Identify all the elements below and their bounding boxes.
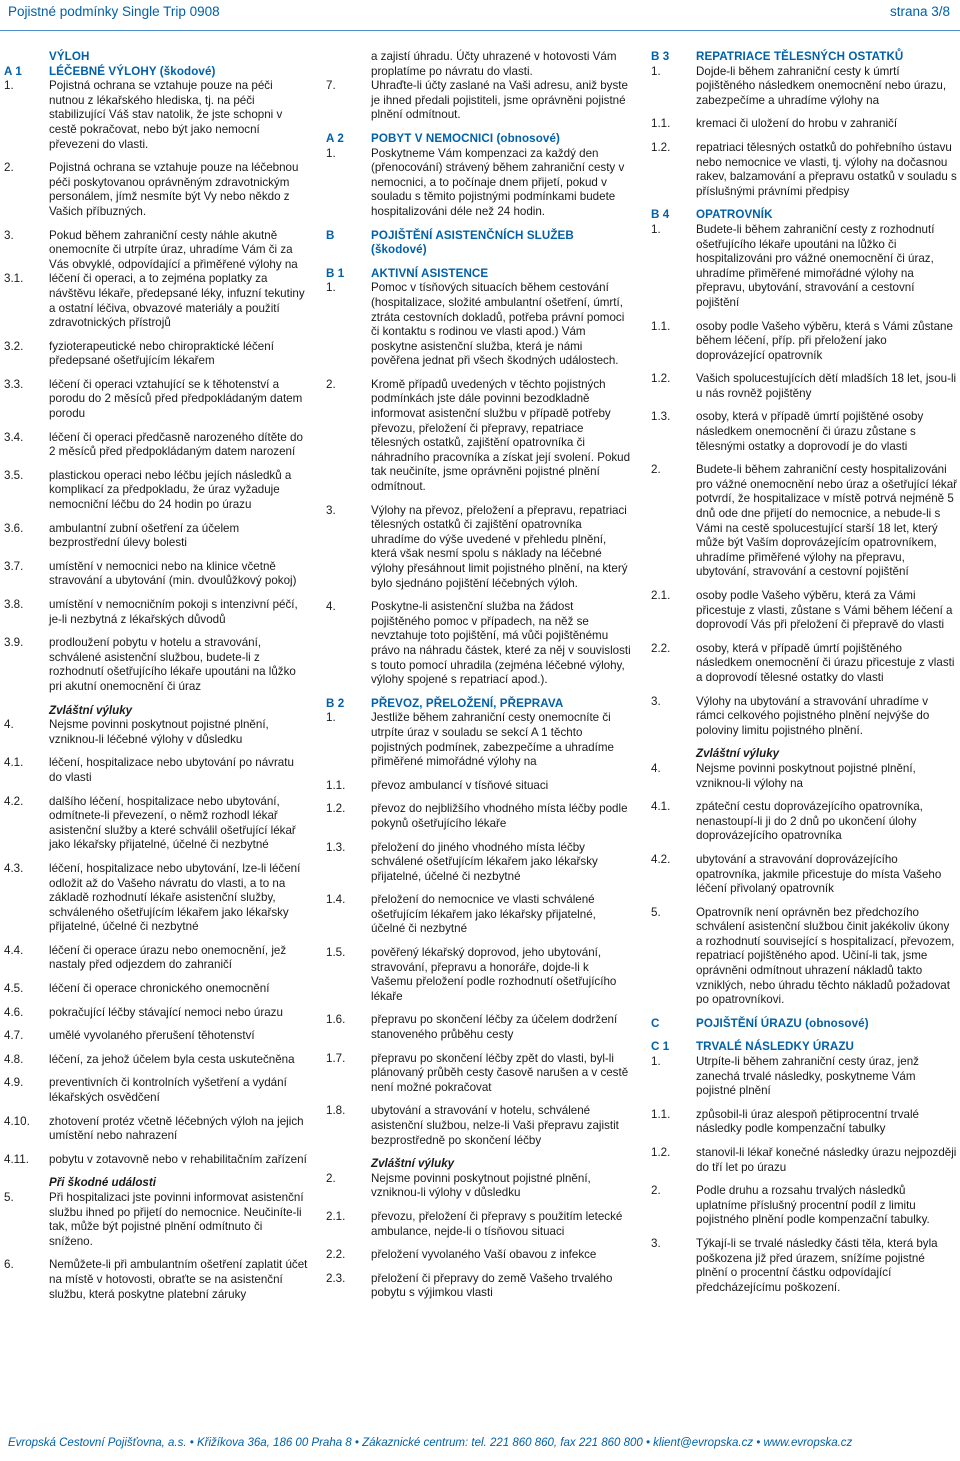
clause-number: 2. bbox=[651, 463, 661, 477]
clause-number: 2.3. bbox=[326, 1271, 346, 1285]
clause-text: prodloužení pobytu v hotelu a stravování, schválené asistenční službou, budete-li z rozhodnutí ošetřujícího lékaře upoutáni na lůžko pri akutní onemocnění či úraz bbox=[49, 636, 296, 693]
clause-number: 5. bbox=[651, 905, 661, 919]
clause bbox=[4, 560, 308, 589]
clause-text: léčení, hospitalizace nebo ubytování, lze-li léčení odložit až do Vašeho návratu do vlasti, a to na základě rozhodnutí lékaře asistenční služby, schváleného ošetřujícím lékařem jako lékařsky přijatelné, účelné či nezbytné bbox=[49, 861, 301, 934]
clause-number: 4.4. bbox=[4, 943, 24, 957]
clause bbox=[651, 1237, 957, 1295]
clause-text: OPATROVNÍK bbox=[696, 208, 773, 222]
clause bbox=[4, 636, 308, 694]
clause bbox=[326, 600, 632, 688]
clause-number: 3. bbox=[326, 503, 336, 517]
clause-number: 6. bbox=[4, 1258, 14, 1272]
clause bbox=[326, 50, 632, 79]
clause-text: Kromě případů uvedených v těchto pojistných podmínkách jste dále povinni bezodkladně informovat asistenční službu v případě potřeby převozu, přeložení či přepravy, repatriace tělesných ostatků, zajištění opatrovníka či náhradního pracovníka a získat její svolení. Pokud tak neučiníte, jsme oprávněni pojistné plnění odmítnout. bbox=[371, 377, 631, 494]
clause bbox=[651, 223, 957, 311]
clause-number: 3.1. bbox=[4, 272, 24, 286]
clause-text: přeložení do nemocnice ve vlasti schválené ošetřujícím lékařem jako lékařsky přijatelné, účelné či nezbytné bbox=[371, 893, 596, 936]
clause-number bbox=[326, 50, 371, 79]
clause-text: převozu, přeložení či přepravy s použitím letecké ambulance, nejde-li o tísňovou situaci bbox=[371, 1209, 623, 1238]
clause-number: 4.1. bbox=[4, 756, 24, 770]
clause bbox=[4, 431, 308, 460]
clause-text: TRVALÉ NÁSLEDKY ÚRAZU bbox=[696, 1040, 854, 1054]
clause-number: 2. bbox=[326, 1171, 336, 1185]
clause-text: zhotovení protéz včetně léčebných výloh na jejich umístění nebo nahrazení bbox=[49, 1114, 304, 1143]
clause-text: osoby, která v případě úmrtí pojištěné osoby následkem onemocnění či úrazu zůstane s tělesnými ostatky a doprovodí je do vlasti bbox=[696, 410, 924, 453]
clause bbox=[651, 853, 957, 897]
clause bbox=[4, 1076, 308, 1105]
clause bbox=[4, 1006, 308, 1021]
clause-number: 4.9. bbox=[4, 1076, 24, 1090]
clause-text: Vašich spolucestujících dětí mladších 18 let, jsou-li u nás rovněž pojištěny bbox=[696, 372, 957, 400]
clause bbox=[651, 906, 957, 1008]
clause-number bbox=[4, 50, 49, 65]
clause-text: Budete-li během zahraniční cesty z rozhodnutí ošetřujícího lékaře upoutáni na lůžko či hospitalizováni pro vážné onemocnění či úraz, uhradíme přiměřené mimořádné výlohy na přepravu, ubytování, stravování a cestovní pojištění bbox=[696, 222, 935, 309]
clause-text: Zvláštní výluky bbox=[696, 747, 780, 761]
section-heading bbox=[326, 132, 632, 147]
clause-text: Uhraďte-li účty zaslané na Vaši adresu, aniž byste je ihned předali pojistiteli, jsme oprávněni pojistné plnění odmítnout. bbox=[371, 79, 628, 122]
clause bbox=[4, 229, 308, 273]
clause bbox=[4, 598, 308, 627]
clause-number: 3.9. bbox=[4, 636, 24, 650]
clause-text: REPATRIACE TĚLESNÝCH OSTATKŮ bbox=[696, 50, 904, 63]
clause-text: přeložení vyvolaného Vaší obavou z infekce bbox=[371, 1248, 597, 1262]
clause-number: A 1 bbox=[4, 64, 22, 78]
clause bbox=[4, 718, 308, 747]
clause-text: Podle druhu a rozsahu trvalých následků uplatníme příslušný procentní podíl z limitu pojistného plnění podle kompenzační tabulky. bbox=[696, 1184, 930, 1227]
clause-text: Pomoc v tísňových situacích během cestování (hospitalizace, složité ambulantní ošetření, úmrtí, ztráta cestovních dokladů, potřeba právní pomoci či kontaktu s rodinou ve vlasti apod.) Vám poskytne asistenční služba, která je námi pověřena jednat při všech škodných událostech. bbox=[371, 281, 625, 368]
clause-text: léčení či operaci vztahující se k těhotenství a porodu do 2 měsíců před předpokládaným datem porodu bbox=[49, 377, 303, 421]
clause-text: Výlohy na ubytování a stravování uhradíme v rámci celkového pojistného plnění nejvýše do poloviny limitu pojistného plnění. bbox=[696, 694, 930, 737]
clause-number: 4.5. bbox=[4, 982, 24, 996]
clause-text: pobytu v zotavovně nebo v rehabilitačním zařízení bbox=[49, 1152, 307, 1166]
clause-text: a zajistí úhradu. Účty uhrazené v hotovosti Vám proplatíme po návratu do vlasti. bbox=[371, 50, 617, 78]
clause bbox=[4, 862, 308, 935]
clause bbox=[326, 504, 632, 592]
clause-number: 1.3. bbox=[326, 840, 346, 854]
clause-text: Při hospitalizaci jste povinni informovat asistenční službu ihned po přijetí do nemocnice. Neučiníte-li tak, může být pojistné plnění odmítnuto či sníženo. bbox=[49, 1191, 304, 1248]
clause-text: ambulantní zubní ošetření za účelem bezprostřední úlevy bolesti bbox=[49, 521, 240, 550]
clause-text: Jestliže během zahraniční cesty onemocníte či utrpíte úraz v souladu se sekcí A 1 těchto pojistných podmínek, zabezpečíme a uhradíme přiměřené mimořádné výlohy na bbox=[371, 711, 614, 769]
clause bbox=[651, 589, 957, 633]
clause bbox=[4, 469, 308, 513]
clause-text: POJIŠTĚNÍ ÚRAZU (obnosové) bbox=[696, 1016, 869, 1030]
clause bbox=[4, 522, 308, 551]
clause-text: stanovil-li lékař konečné následky úrazu nejpozději do tří let po úrazu bbox=[696, 1146, 957, 1174]
clause-number: 1. bbox=[651, 64, 661, 78]
subsection-heading bbox=[651, 747, 957, 762]
text-column-3 bbox=[651, 50, 957, 1295]
clause bbox=[326, 779, 632, 794]
clause-text: léčení, hospitalizace nebo ubytování po návratu do vlasti bbox=[49, 756, 294, 784]
section-heading bbox=[4, 65, 308, 80]
clause bbox=[326, 893, 632, 937]
clause-number: B 4 bbox=[651, 208, 670, 222]
clause bbox=[326, 711, 632, 769]
section-heading bbox=[326, 267, 632, 282]
page-number: strana 3/8 bbox=[889, 4, 950, 19]
clause-text: Nejsme povinni poskytnout pojistné plnění, vzniknou-li výlohy na bbox=[696, 761, 916, 790]
clause-text: LÉČEBNÉ VÝLOHY (škodové) bbox=[49, 64, 216, 78]
clause-number: 3.4. bbox=[4, 430, 24, 444]
clause bbox=[651, 463, 957, 580]
clause-text: kremaci či uložení do hrobu v zahraničí bbox=[696, 117, 898, 131]
clause-number: 1.2. bbox=[651, 1146, 671, 1159]
clause-text: Pojistná ochrana se vztahuje pouze na péči nutnou z lékařského hlediska, tj. na péči stabilizující Váš stav natolik, že jste schopni v cestě pokračovat, nebo být jako nemocní převezeni do vlasti. bbox=[49, 79, 283, 151]
section-heading bbox=[651, 1017, 957, 1032]
clause-number: 1.1. bbox=[326, 778, 346, 792]
clause-number: 2.2. bbox=[326, 1248, 346, 1262]
clause bbox=[651, 1184, 957, 1228]
clause-text: přeložení či přepravy do země Vašeho trvalého pobytu s výjimkou vlasti bbox=[371, 1271, 613, 1300]
clause-number: 3.8. bbox=[4, 598, 24, 611]
section-heading bbox=[651, 1040, 957, 1055]
clause-number: 2. bbox=[651, 1184, 661, 1198]
clause-text: léčení či operace chronického onemocnění bbox=[49, 982, 270, 996]
clause-text: repatriaci tělesných ostatků do pohřebního ústavu nebo nemocnice ve vlasti, tj. výlohy na dočasnou rakev, balzamování a přepravu ostatků v souladu s příslušnými právními předpisy bbox=[696, 140, 957, 198]
clause-text: ubytování a stravování v hotelu, schválené asistenční službou, nelze-li Vaši přepravu zajistit bezprostředně po skončení léčby bbox=[371, 1104, 619, 1147]
clause bbox=[4, 1191, 308, 1249]
clause-number: 3. bbox=[4, 228, 14, 242]
clause bbox=[326, 1104, 632, 1148]
subsection-heading bbox=[326, 1157, 632, 1172]
clause-text: zpáteční cestu doprovázejícího opatrovníka, nenastoupí-li ji do 2 dnů po ukončení úlohy doprovázejícího opatrovníka bbox=[696, 800, 923, 843]
clause-number: B 2 bbox=[326, 696, 345, 710]
clause bbox=[651, 762, 957, 791]
clause-text: Zvláštní výluky bbox=[49, 703, 133, 717]
clause-number: 1.7. bbox=[326, 1051, 346, 1065]
clause-number: 1.8. bbox=[326, 1104, 346, 1118]
clause-number: 1.6. bbox=[326, 1013, 346, 1027]
clause-number: 7. bbox=[326, 79, 336, 93]
clause-number: 3.2. bbox=[4, 339, 24, 353]
clause-text: plastickou operaci nebo léčbu jejích následků a komplikací za předpokladu, že úraz vyžaduje nemocniční léčbu do 24 hodin po úrazu bbox=[49, 468, 292, 512]
clause-text: Budete-li během zahraniční cesty hospitalizováni pro vážné onemocnění nebo úraz a ošetřující lékař potvrdí, že hospitalizace v místě potrvá nejméně 5 dnů ode dne přijetí do nemocnice, a nebude-li s Vámi na cestě spolucestující starší 18 let, který může být Vaším doprovázejícím opatrovníkem, uhradíme přiměřené výlohy na přepravu, ubytování, stravování a cestovní pojištění bbox=[696, 463, 958, 579]
clause-number: 3.3. bbox=[4, 377, 24, 391]
clause bbox=[326, 946, 632, 1004]
clause-number: 4. bbox=[326, 600, 336, 614]
clause-text: Dojde-li během zahraniční cesty k úmrtí pojištěného následkem onemocnění nebo úrazu, zabezpečíme a uhradíme výlohy na bbox=[696, 64, 947, 107]
clause-text: preventivních či kontrolních vyšetření a vydání lékařských osvědčení bbox=[49, 1076, 287, 1105]
clause bbox=[326, 1210, 632, 1239]
clause-text: léčení či operaci předčasně narozeného dítěte do 2 měsíců před předpokládaným datem narození bbox=[49, 430, 303, 459]
clause bbox=[651, 1108, 957, 1137]
section-heading bbox=[4, 50, 308, 65]
clause-text: přeložení do jiného vhodného místa léčby schválené ošetřujícím lékařem jako lékařsky přijatelné, účelné či nezbytné bbox=[371, 840, 598, 883]
clause-number: 1.2. bbox=[651, 372, 671, 386]
section-heading bbox=[651, 208, 957, 223]
clause bbox=[326, 1013, 632, 1042]
clause-number: 2.1. bbox=[326, 1209, 346, 1223]
clause-text: osoby podle Vašeho výběru, která s Vámi zůstane během léčení, příp. při přeložení jako doprovázející opatrovník bbox=[696, 319, 953, 362]
clause-number: 1. bbox=[326, 711, 336, 725]
clause-text: AKTIVNÍ ASISTENCE bbox=[371, 266, 489, 280]
clause bbox=[326, 841, 632, 885]
clause-text: PŘEVOZ, PŘELOŽENÍ, PŘEPRAVA bbox=[371, 696, 564, 710]
clause bbox=[326, 1248, 632, 1263]
clause-number: 1. bbox=[326, 281, 336, 295]
clause bbox=[326, 281, 632, 369]
clause-number: 3. bbox=[651, 694, 661, 708]
clause-number: 4. bbox=[651, 761, 661, 775]
clause bbox=[4, 1258, 308, 1302]
page-footer: Evropská Cestovní Pojišťovna, a.s. • Křižíkova 36a, 186 00 Praha 8 • Zákaznické centrum: tel. 221 860 860, fax 221 860 800 • klient@evropska.cz • www.evropska.cz bbox=[8, 1437, 853, 1449]
section-heading bbox=[326, 697, 632, 712]
clause bbox=[326, 147, 632, 220]
clause-text: Při škodné události bbox=[49, 1176, 156, 1190]
clause-number: 4.7. bbox=[4, 1029, 24, 1043]
clause-number: 3. bbox=[651, 1236, 661, 1250]
clause-text: dalšího léčení, hospitalizace nebo ubytování, odmítnete-li převezení, o němž rozhodl lékař asistenční služby a které schválil ošetřující lékař jako lékařsky přijatelné, účelné či nezbytné bbox=[49, 794, 296, 852]
clause-text: Týkají-li se trvalé následky části těla, která byla poškozena již před úrazem, snížíme pojistné plnění o procentní částku odpovídající předcházejícímu poškození. bbox=[696, 1236, 938, 1294]
clause-number: 2.2. bbox=[651, 641, 671, 655]
clause-number: 1. bbox=[651, 1055, 661, 1069]
clause-number: A 2 bbox=[326, 131, 344, 145]
clause bbox=[651, 372, 957, 401]
clause-text: umělé vyvolaného přerušení těhotenství bbox=[49, 1029, 255, 1043]
clause bbox=[326, 1052, 632, 1096]
clause-number: B bbox=[326, 228, 335, 242]
section-heading bbox=[326, 229, 632, 258]
clause bbox=[4, 340, 308, 369]
clause-number: 1.1. bbox=[651, 319, 671, 333]
clause-text: přepravu po skončení léčby zpět do vlasti, byl-li plánovaný průběh cesty časově narušen a v cestě není možné pokračovat bbox=[371, 1051, 629, 1094]
clause-text: umístění v nemocnici nebo na klinice včetně stravování a ubytování (min. dvoulůžkový pokoj) bbox=[49, 559, 297, 588]
clause-number: 4.11. bbox=[4, 1152, 29, 1166]
clause bbox=[4, 1115, 308, 1144]
clause-number: 4.8. bbox=[4, 1052, 24, 1066]
clause bbox=[4, 378, 308, 422]
clause-text: léčení či operaci, a to zejména poplatky za návštěvu lékaře, předepsané léky, infuzní tekutiny a ostatní léčiva, obvazové materiály a použití zdravotnických přístrojů bbox=[49, 272, 305, 330]
clause-number: C bbox=[651, 1016, 660, 1030]
clause-number: 4.10. bbox=[4, 1114, 30, 1128]
clause-number: 5. bbox=[4, 1191, 14, 1204]
clause-text: umístění v nemocničním pokoji s intenzivní péčí, je-li nezbytná z lékařských důvodů bbox=[49, 598, 298, 626]
clause-text: fyzioterapeutické nebo chiropraktické léčení předepsané ošetřujícím lékařem bbox=[49, 339, 274, 368]
clause-number bbox=[4, 1176, 49, 1191]
clause-number: 4. bbox=[4, 718, 14, 732]
clause-text: pokračující léčby stávající nemoci nebo úrazu bbox=[49, 1005, 283, 1019]
clause-text: POBYT V NEMOCNICI (obnosové) bbox=[371, 131, 560, 145]
clause-text: Utrpíte-li během zahraniční cesty úraz, jenž zanechá trvalé následky, poskytneme Vám pojistné plnění bbox=[696, 1055, 919, 1098]
clause-number: 1. bbox=[651, 222, 661, 236]
clause bbox=[4, 795, 308, 853]
clause-text: pověřený lékařský doprovod, jeho ubytování, stravování, přepravu a honoráře, dojde-li k Vašemu přeložení podle rozhodnutí ošetřujícího lékaře bbox=[371, 946, 617, 1003]
clause-text: léčení, za jehož účelem byla cesta uskutečněna bbox=[49, 1052, 295, 1066]
clause-text: Nejsme povinni poskytnout pojistné plnění, vzniknou-li výlohy v důsledku bbox=[371, 1171, 591, 1200]
clause bbox=[4, 161, 308, 219]
clause bbox=[326, 802, 632, 831]
clause-text: Pojistná ochrana se vztahuje pouze na léčebnou péči poskytovanou oprávněným zdravotnickým personálem, jímž nesmíte být Vy nebo někdo z Vašich příbuzných. bbox=[49, 161, 299, 218]
page-header bbox=[0, 0, 960, 22]
subsection-heading bbox=[4, 704, 308, 719]
clause bbox=[326, 79, 632, 123]
clause-text: osoby podle Vašeho výběru, která za Vámi přicestuje z vlasti, zůstane s Vámi během léčení a doprovodí Vás při přeložení či přepravě do vlasti bbox=[696, 589, 953, 632]
clause-text: Poskytneme Vám kompenzaci za každý den (přenocování) strávený během zahraniční cesty v nemocnici, a to počínaje dnem přijetí, pokud v souladu s těmito pojistnými podmínkami budete hospitalizováni déle než 24 hodin. bbox=[371, 146, 625, 218]
clause-number: 1. bbox=[4, 79, 14, 93]
clause bbox=[651, 695, 957, 739]
clause-text: ubytování a stravování doprovázejícího opatrovníka, jakmile přicestuje do místa Vašeho léčení přivolaný opatrovník bbox=[696, 852, 942, 896]
clause bbox=[4, 1153, 308, 1168]
clause-text: převoz do nejbližšího vhodného místa léčby podle pokynů ošetřujícího lékaře bbox=[371, 802, 628, 830]
clause-number bbox=[651, 747, 696, 762]
clause-number bbox=[4, 704, 49, 719]
clause-text: Pokud během zahraniční cesty náhle akutně onemocníte či utrpíte úraz, uhradíme Vám či za Vás obvyklé, odpovídající a přiměřené výlohy na bbox=[49, 228, 298, 271]
clause-text: POJIŠTĚNÍ ASISTENČNÍCH SLUŽEB (škodové) bbox=[371, 228, 574, 257]
clause bbox=[651, 800, 957, 844]
text-column-1 bbox=[4, 50, 308, 1302]
clause-number: 1.2. bbox=[326, 802, 346, 816]
clause-number: 1.1. bbox=[651, 1107, 671, 1121]
clause bbox=[326, 1172, 632, 1201]
clause-number: 1.3. bbox=[651, 410, 671, 424]
clause-number: 4.2. bbox=[651, 852, 671, 866]
clause bbox=[4, 982, 308, 997]
clause bbox=[4, 756, 308, 785]
clause bbox=[651, 1146, 957, 1175]
clause-text: způsobil-li úraz alespoň pětiprocentní trvalé následky podle kompenzační tabulky bbox=[696, 1107, 919, 1136]
clause bbox=[4, 1053, 308, 1068]
subsection-heading bbox=[4, 1176, 308, 1191]
clause-text: Opatrovník není oprávněn bez předchozího schválení asistenční službou činit jakékoliv úkony a rozhodnutí související s hospitalizací, převozem, repatriací pojištěného apod. Učiní-li tak, jsme oprávněni odmítnout uhrazení nákladů takto vzniklých, nebo úhradu těchto nákladů požadovat po opatrovníkovi. bbox=[696, 905, 955, 1007]
clause-text: Nejsme povinni poskytnout pojistné plnění, vzniknou-li léčebné výlohy v důsledku bbox=[49, 718, 269, 746]
clause-number: 2. bbox=[4, 161, 14, 175]
clause-number: 4.6. bbox=[4, 1005, 24, 1019]
clause-number: B 3 bbox=[651, 50, 670, 63]
clause bbox=[651, 320, 957, 364]
clause-number: 4.1. bbox=[651, 800, 671, 814]
clause-text: Nemůžete-li při ambulantním ošetření zaplatit účet na místě v hotovosti, obraťte se na asistenční službu, která poskytne platební záruky bbox=[49, 1258, 308, 1301]
clause-number: 3.6. bbox=[4, 521, 24, 535]
clause-number: 1.2. bbox=[651, 140, 671, 154]
clause-text: Zvláštní výluky bbox=[371, 1157, 455, 1171]
clause-number: 1.5. bbox=[326, 946, 346, 960]
clause-text: přepravu po skončení léčby za účelem dodržení stanoveného průběhu cesty bbox=[371, 1013, 618, 1042]
clause bbox=[651, 642, 957, 686]
clause-number: 3.5. bbox=[4, 468, 24, 482]
clause-number: 2. bbox=[326, 377, 336, 391]
clause-number: 4.2. bbox=[4, 794, 24, 808]
section-heading bbox=[651, 50, 957, 65]
clause-number: 2.1. bbox=[651, 589, 671, 602]
clause bbox=[651, 141, 957, 199]
clause-text: Výlohy na převoz, přeložení a přepravu, repatriaci tělesných ostatků či zajištění opatrovníka uhradíme do výše uvedené v přehledu plnění, která však nesmí spolu s náklady na léčebné výlohy přesáhnout limit pojistného plnění, na který bylo sjednáno pojištění léčebných výloh. bbox=[371, 503, 628, 590]
clause bbox=[651, 1055, 957, 1099]
clause-number: C 1 bbox=[651, 1040, 670, 1054]
clause-number: 1.4. bbox=[326, 893, 346, 907]
clause-text: převoz ambulancí v tísňové situaci bbox=[371, 778, 549, 792]
clause-number: 1.1. bbox=[651, 117, 671, 131]
clause-number: 3.7. bbox=[4, 559, 24, 573]
clause-text: osoby, která v případě úmrtí pojištěného následkem onemocnění či úrazu přicestuje z vlasti a doprovodí tělesné ostatky do vlasti bbox=[696, 641, 955, 684]
clause bbox=[326, 378, 632, 495]
text-column-2 bbox=[326, 50, 632, 1301]
clause bbox=[4, 1029, 308, 1044]
header-divider bbox=[0, 30, 960, 31]
clause bbox=[651, 117, 957, 132]
clause bbox=[651, 65, 957, 109]
clause-number: 1. bbox=[326, 146, 336, 160]
clause-number: B 1 bbox=[326, 266, 345, 280]
clause bbox=[326, 1272, 632, 1301]
clause-text: Poskytne-li asistenční služba na žádost pojištěného pomoc v případech, na něž se nevztahuje toto pojištění, má vůči pojištěnému právo na náhradu částek, které za něj v souvislosti s touto pomocí uhradila (zejména léčebné výlohy, výlohy spojené s repatriací apod.). bbox=[371, 600, 631, 687]
clause-number bbox=[326, 1157, 371, 1172]
document-title: Pojistné podmínky Single Trip 0908 bbox=[8, 4, 220, 19]
clause-text: léčení či operace úrazu nebo onemocnění, jež nastaly před odjezdem do zahraničí bbox=[49, 943, 287, 972]
clause-number: 4.3. bbox=[4, 861, 24, 875]
clause bbox=[651, 410, 957, 454]
clause bbox=[4, 272, 308, 330]
clause bbox=[4, 79, 308, 152]
clause bbox=[4, 944, 308, 973]
clause-text: VÝLOH bbox=[49, 50, 90, 63]
